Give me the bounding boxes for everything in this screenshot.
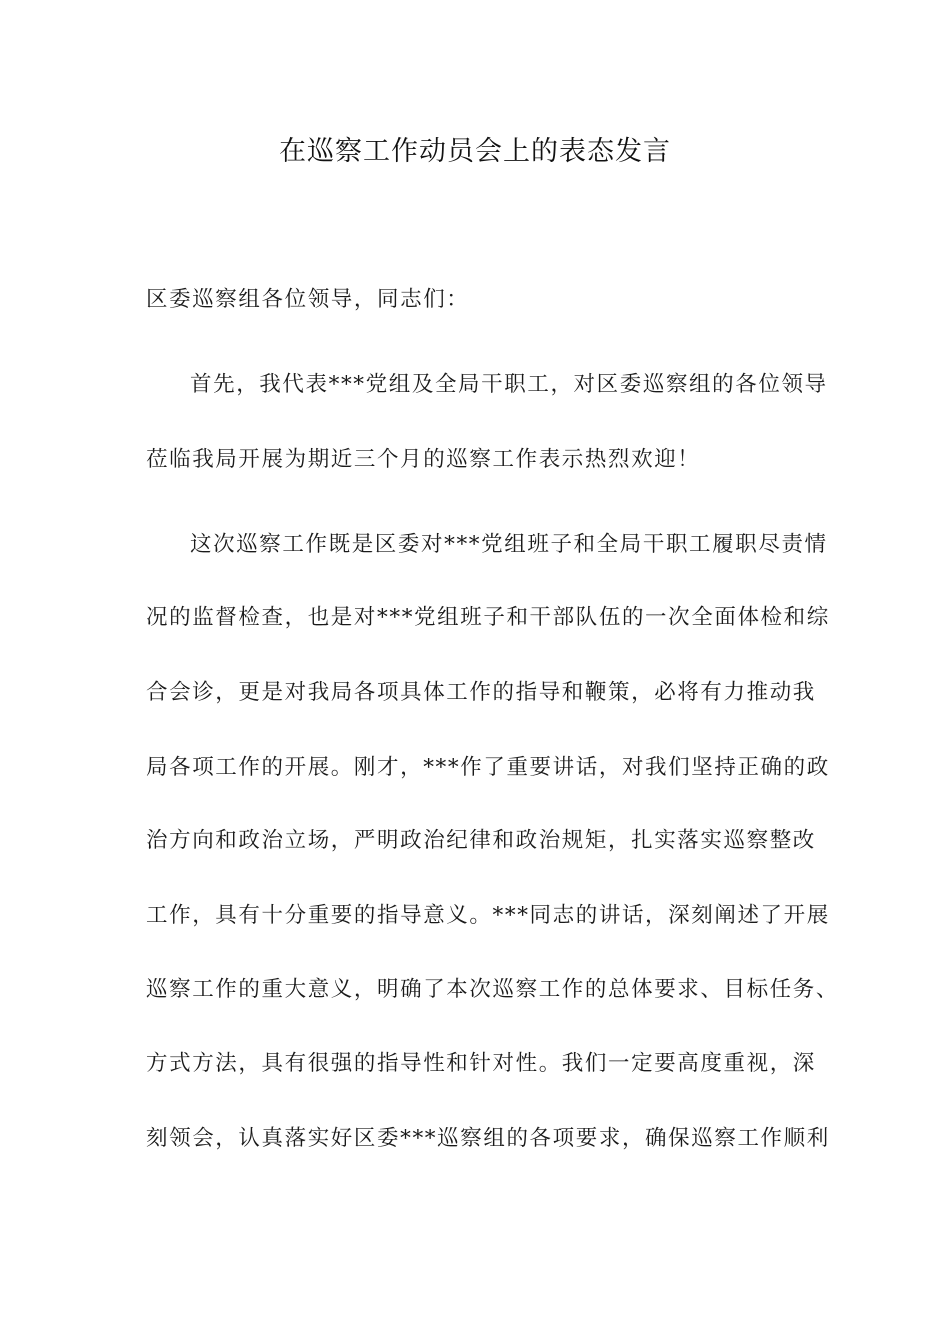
paragraph-line: 刻领会，认真落实好区委***巡察组的各项要求，确保巡察工作顺利 [146, 1126, 830, 1151]
paragraph-line: 首先，我代表***党组及全局干职工，对区委巡察组的各位领导 [190, 372, 828, 397]
document-title: 在巡察工作动员会上的表态发言 [279, 136, 671, 167]
paragraph-line: 巡察工作的重大意义，明确了本次巡察工作的总体要求、目标任务、 [146, 977, 840, 1002]
paragraph-line: 治方向和政治立场，严明政治纪律和政治规矩，扎实落实巡察整改 [146, 828, 816, 853]
salutation: 区委巡察组各位领导，同志们： [146, 287, 470, 312]
paragraph-line: 局各项工作的开展。刚才，***作了重要讲话，对我们坚持正确的政 [146, 755, 830, 780]
paragraph-line: 工作，具有十分重要的指导意义。***同志的讲话，深刻阐述了开展 [146, 903, 830, 928]
paragraph-line: 莅临我局开展为期近三个月的巡察工作表示热烈欢迎！ [146, 447, 701, 472]
paragraph-line: 这次巡察工作既是区委对***党组班子和全局干职工履职尽责情 [190, 532, 828, 557]
paragraph-line: 合会诊，更是对我局各项具体工作的指导和鞭策，必将有力推动我 [146, 680, 816, 705]
paragraph-line: 况的监督检查，也是对***党组班子和干部队伍的一次全面体检和综 [146, 605, 830, 630]
paragraph-line: 方式方法，具有很强的指导性和针对性。我们一定要高度重视，深 [146, 1051, 816, 1076]
